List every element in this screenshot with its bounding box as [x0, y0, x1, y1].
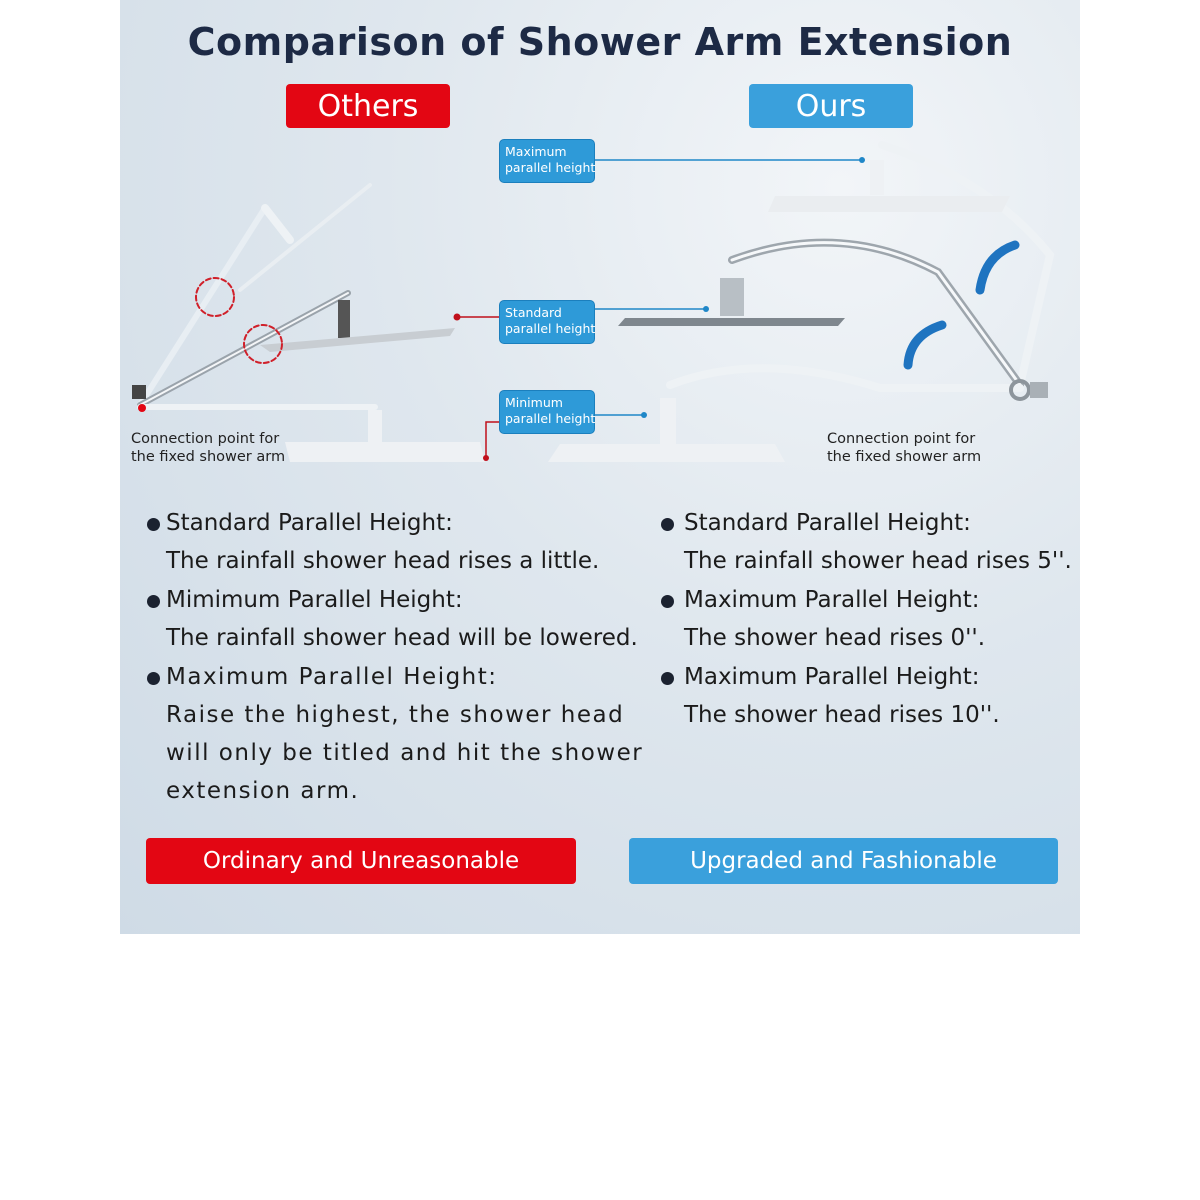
bullet-icon — [661, 595, 674, 608]
minimum-height-label — [499, 390, 595, 434]
others-point-heading: Maximum Parallel Height: — [166, 664, 498, 690]
ordinary-unreasonable-banner: Ordinary and Unreasonable — [146, 838, 576, 884]
ours-tag: Ours — [749, 84, 913, 128]
others-point-text: extension arm. — [166, 778, 360, 804]
label-line: Minimum — [505, 395, 563, 410]
bullet-icon — [661, 518, 674, 531]
others-point-text: Raise the highest, the shower head — [166, 702, 625, 728]
bullet-icon — [147, 595, 160, 608]
others-point-heading: Mimimum Parallel Height: — [166, 587, 463, 613]
page-title: Comparison of Shower Arm Extension — [187, 20, 1013, 64]
caption-line: Connection point for — [827, 431, 976, 447]
caption-line: the fixed shower arm — [827, 449, 982, 465]
comparison-graphic — [120, 0, 1080, 934]
connection-point-left — [131, 430, 285, 466]
label-line: parallel height — [505, 160, 596, 175]
connection-point-right — [827, 430, 981, 466]
standard-height-label — [499, 300, 595, 344]
others-point-heading: Standard Parallel Height: — [166, 510, 453, 536]
ours-point-text: The shower head rises 0''. — [684, 625, 986, 651]
label-line: Maximum — [505, 144, 567, 159]
ours-point-text: The shower head rises 10''. — [684, 702, 1000, 728]
maximum-height-label — [499, 139, 595, 183]
ours-point-heading: Maximum Parallel Height: — [684, 587, 980, 613]
bullet-icon — [661, 672, 674, 685]
caption-line: Connection point for — [131, 431, 280, 447]
bullet-icon — [147, 518, 160, 531]
ours-point-heading: Maximum Parallel Height: — [684, 664, 980, 690]
caption-line: the fixed shower arm — [131, 449, 286, 465]
others-tag: Others — [286, 84, 450, 128]
label-line: parallel height — [505, 321, 596, 336]
ours-point-text: The rainfall shower head rises 5''. — [684, 548, 1072, 574]
others-point-text: The rainfall shower head will be lowered. — [166, 625, 638, 651]
others-point-text: The rainfall shower head rises a little. — [166, 548, 600, 574]
bullet-icon — [147, 672, 160, 685]
others-arm-illustration — [132, 185, 485, 462]
others-point-text: will only be titled and hit the shower — [166, 740, 644, 766]
label-line: Standard — [505, 305, 562, 320]
label-line: parallel height — [505, 411, 596, 426]
ours-point-heading: Standard Parallel Height: — [684, 510, 971, 536]
upgraded-fashionable-banner: Upgraded and Fashionable — [629, 838, 1058, 884]
